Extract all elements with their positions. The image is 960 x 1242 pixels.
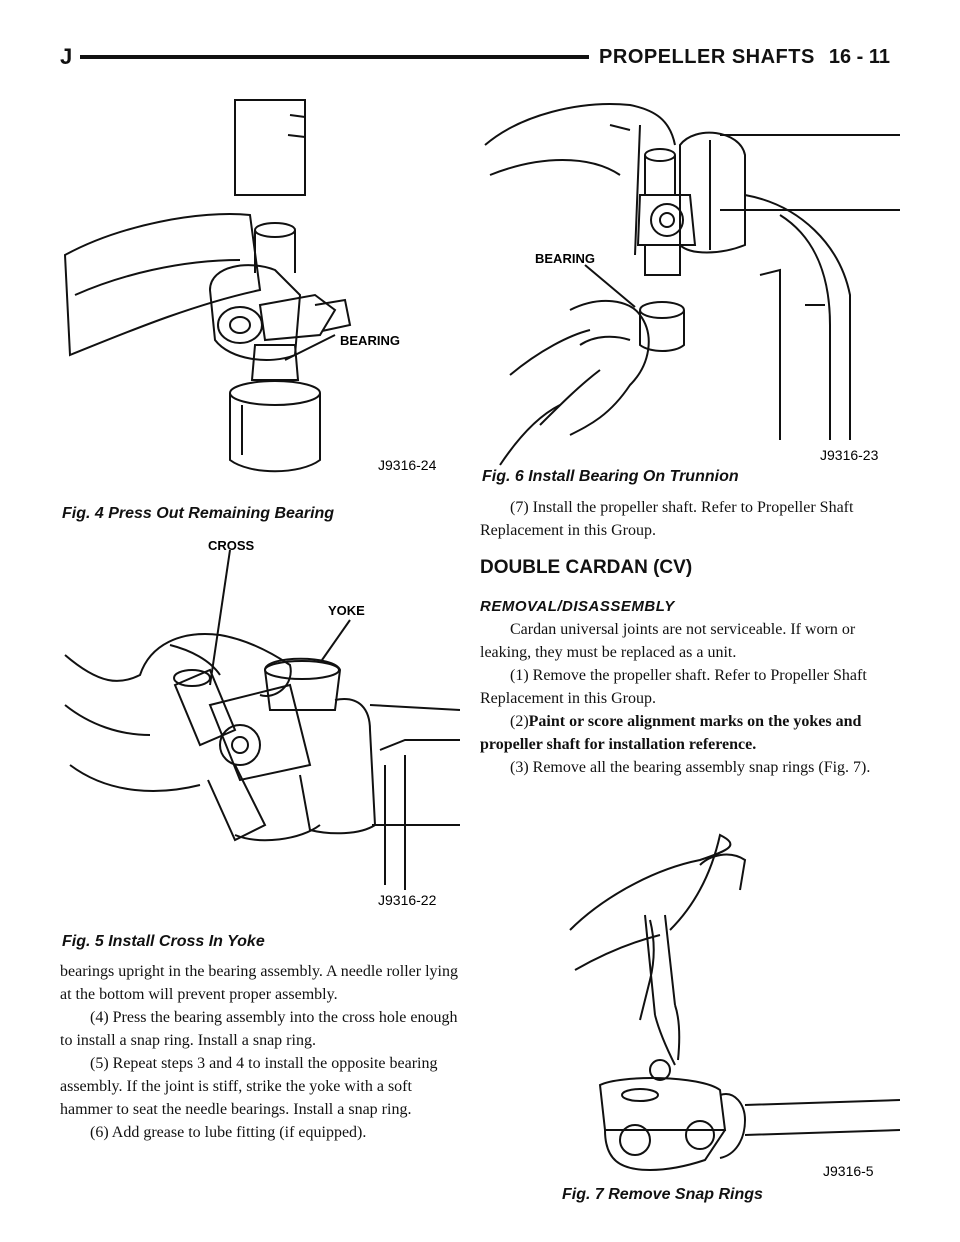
page-header [60,42,890,72]
figure-5-code: J9316-22 [378,892,437,908]
figure-6-illustration [480,95,900,470]
figure-4-caption: Fig. 4 Press Out Remaining Bearing [62,505,335,522]
left-paragraph-4: (6) Add grease to lube fitting (if equipped). [90,1124,367,1141]
figure-5-illustration [60,535,460,915]
step-2-number: (2) [510,713,529,730]
figure-5 [60,535,460,915]
figure-6-bearing-label: BEARING [535,251,595,266]
left-column-text [60,960,460,1144]
right-paragraph-5: (3) Remove all the bearing assembly snap rings (Fig. 7). [510,759,871,776]
header-rule [80,55,589,59]
figure-5-yoke-label: YOKE [328,603,365,618]
figure-5-cross-label: CROSS [208,538,255,553]
right-paragraph-2: Cardan universal joints are not serviceable. If worn or leaking, they must be replaced as a unit. [480,621,856,661]
left-paragraph-2: (4) Press the bearing assembly into the cross hole enough to install a snap ring. Install a snap ring. [60,1009,458,1049]
section-heading-double-cardan: DOUBLE CARDAN (CV) [480,557,693,578]
header-section-title: PROPELLER SHAFTS [599,45,815,68]
left-paragraph-3: (5) Repeat steps 3 and 4 to install the opposite bearing assembly. If the joint is stiff, strike the yoke with a soft hammer to seat the needle bearings. Install a snap ring. [60,1055,438,1118]
figure-7 [560,820,900,1180]
figure-7-illustration [560,820,900,1180]
header-letter: J [60,44,73,69]
figure-6 [480,95,900,470]
figure-7-code: J9316-5 [823,1163,874,1179]
figure-7-caption: Fig. 7 Remove Snap Rings [562,1186,763,1203]
right-paragraph-1: (7) Install the propeller shaft. Refer to Propeller Shaft Replacement in this Group. [480,499,854,539]
right-paragraph-3: (1) Remove the propeller shaft. Refer to Propeller Shaft Replacement in this Group. [480,667,867,707]
figure-4-code: J9316-24 [378,457,437,473]
figure-6-caption: Fig. 6 Install Bearing On Trunnion [482,468,739,485]
left-paragraph-1: bearings upright in the bearing assembly. A needle roller lying at the bottom will prevent proper assembly. [60,963,458,1003]
figure-5-caption: Fig. 5 Install Cross In Yoke [62,933,265,950]
header-page-number: 16 - 11 [828,45,890,68]
figure-4-bearing-label: BEARING [340,333,400,348]
figure-4-illustration [60,95,460,485]
figure-4 [60,95,460,485]
right-paragraph-4 [480,710,900,756]
figure-6-code: J9316-23 [820,447,879,463]
right-column-text [480,496,900,779]
subheading-removal-disassembly: REMOVAL/DISASSEMBLY [480,598,675,615]
step-2-bold-text: Paint or score alignment marks on the yokes and propeller shaft for installation reference. [480,713,862,753]
